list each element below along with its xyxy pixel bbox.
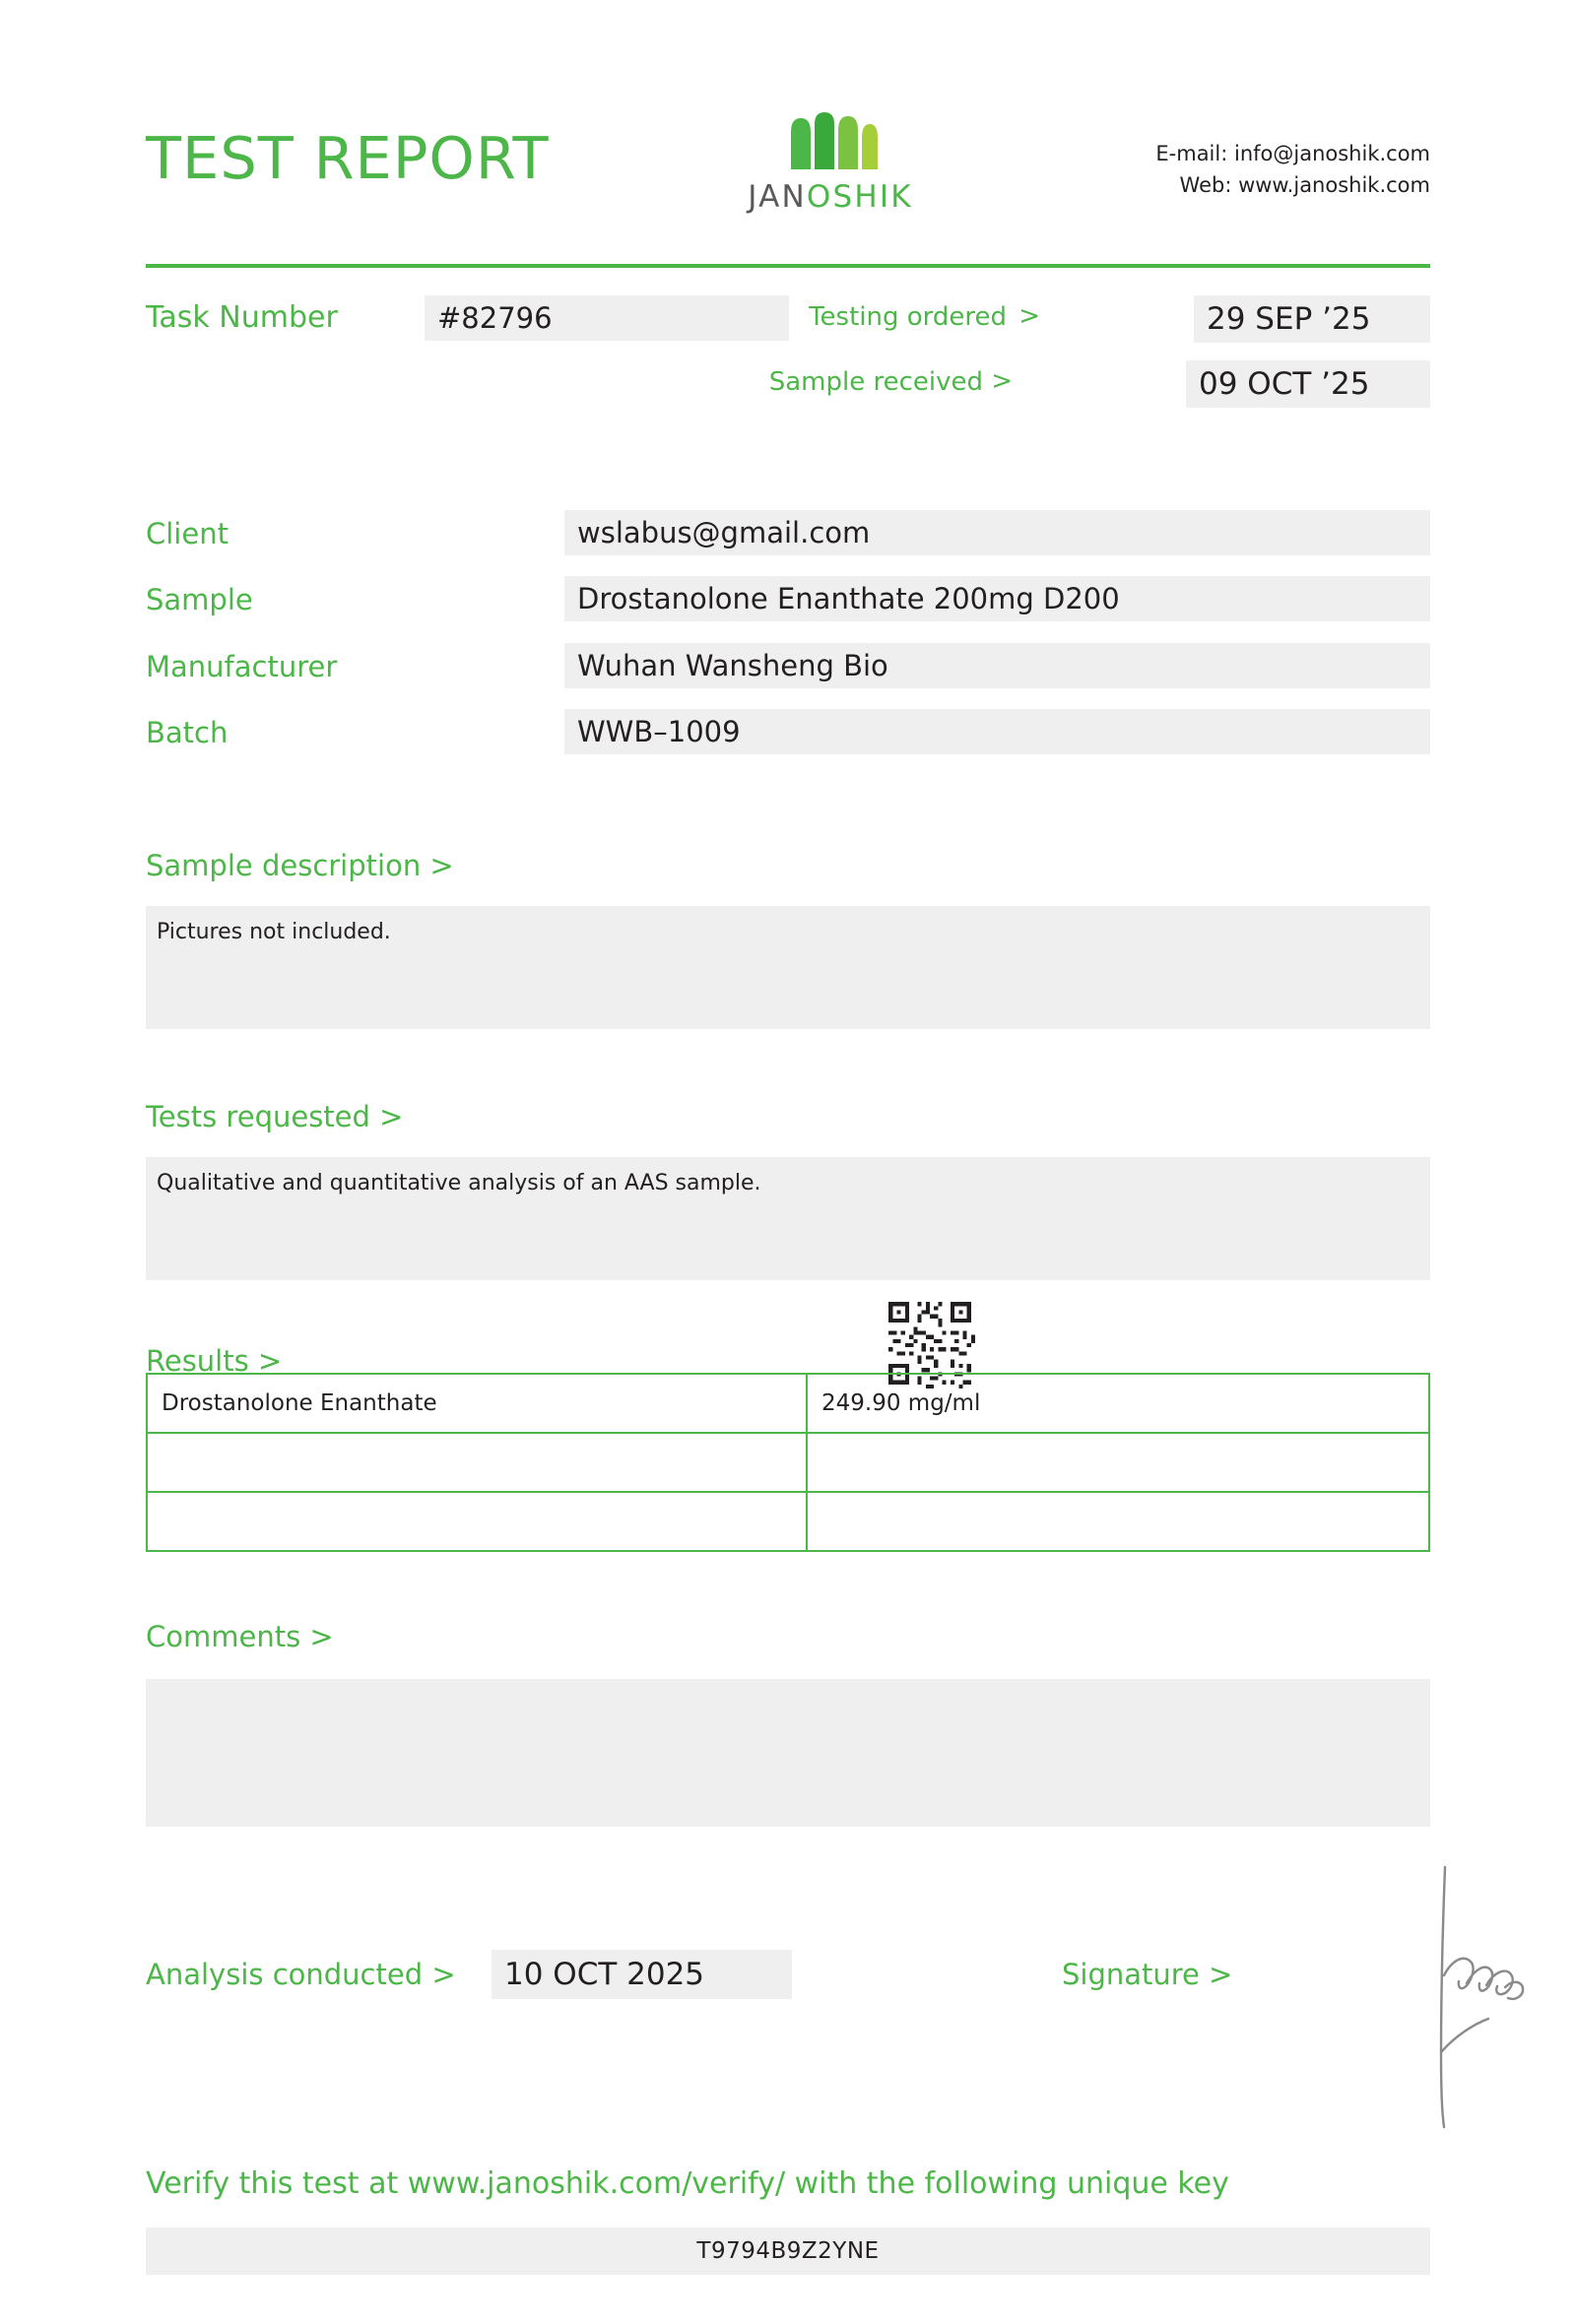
client-label: Client xyxy=(146,517,229,550)
sample-value: Drostanolone Enanthate 200mg D200 xyxy=(564,576,1430,621)
results-heading: Results > xyxy=(146,1344,283,1378)
result-value xyxy=(807,1492,1429,1551)
manufacturer-value: Wuhan Wansheng Bio xyxy=(564,643,1430,688)
logo-wordmark-jan: JAN xyxy=(748,179,807,215)
analysis-conducted-value: 10 OCT 2025 xyxy=(492,1950,792,1999)
result-name xyxy=(147,1433,807,1492)
contact-email: E-mail: info@janoshik.com xyxy=(1155,142,1430,165)
report-header xyxy=(146,116,1430,244)
signature-label: Signature > xyxy=(1062,1958,1233,1991)
tests-requested-box xyxy=(146,1157,1430,1280)
result-value: 249.90 mg/ml xyxy=(807,1374,1429,1433)
sample-description-text: Pictures not included. xyxy=(157,920,391,944)
testing-ordered-value: 29 SEP ’25 xyxy=(1194,295,1430,343)
table-row xyxy=(147,1492,1429,1551)
sample-received-value: 09 OCT ’25 xyxy=(1186,360,1430,408)
analysis-conducted-label: Analysis conducted > xyxy=(146,1958,456,1991)
table-row xyxy=(147,1433,1429,1492)
manufacturer-label: Manufacturer xyxy=(146,650,338,683)
tests-requested-text: Qualitative and quantitative analysis of an AAS sample. xyxy=(157,1171,761,1195)
task-number-label: Task Number xyxy=(146,300,338,335)
signature-image xyxy=(1412,1859,1540,2135)
task-number-value: #82796 xyxy=(425,295,789,341)
client-value: wslabus@gmail.com xyxy=(564,510,1430,555)
testing-ordered-label: Testing ordered xyxy=(809,302,1007,332)
sample-label: Sample xyxy=(146,583,253,616)
sample-received-arrow-icon: > xyxy=(991,366,1013,396)
logo-wordmark-oshik: OSHIK xyxy=(806,179,913,215)
logo-wordmark xyxy=(683,179,978,215)
result-name xyxy=(147,1492,807,1551)
contact-web: Web: www.janoshik.com xyxy=(1179,173,1430,197)
report-content xyxy=(146,0,1430,2324)
sample-received-label: Sample received xyxy=(768,367,983,397)
janoshik-logo xyxy=(683,89,978,231)
verify-text: Verify this test at www.janoshik.com/verify/ with the following unique key xyxy=(146,2166,1229,2201)
comments-box xyxy=(146,1679,1430,1827)
results-table xyxy=(146,1373,1430,1552)
contact-info xyxy=(1155,138,1430,201)
comments-heading: Comments > xyxy=(146,1620,334,1653)
sample-description-heading: Sample description > xyxy=(146,849,454,882)
batch-label: Batch xyxy=(146,716,229,749)
testing-ordered-arrow-icon: > xyxy=(1018,301,1040,331)
unique-key-value: T9794B9Z2YNE xyxy=(146,2227,1430,2275)
result-name: Drostanolone Enanthate xyxy=(147,1374,807,1433)
page-title: TEST REPORT xyxy=(146,124,550,192)
tests-requested-heading: Tests requested > xyxy=(146,1100,404,1133)
result-value xyxy=(807,1433,1429,1492)
table-row xyxy=(147,1374,1429,1433)
batch-value: WWB–1009 xyxy=(564,709,1430,754)
sample-description-box xyxy=(146,906,1430,1029)
header-divider xyxy=(146,264,1430,268)
